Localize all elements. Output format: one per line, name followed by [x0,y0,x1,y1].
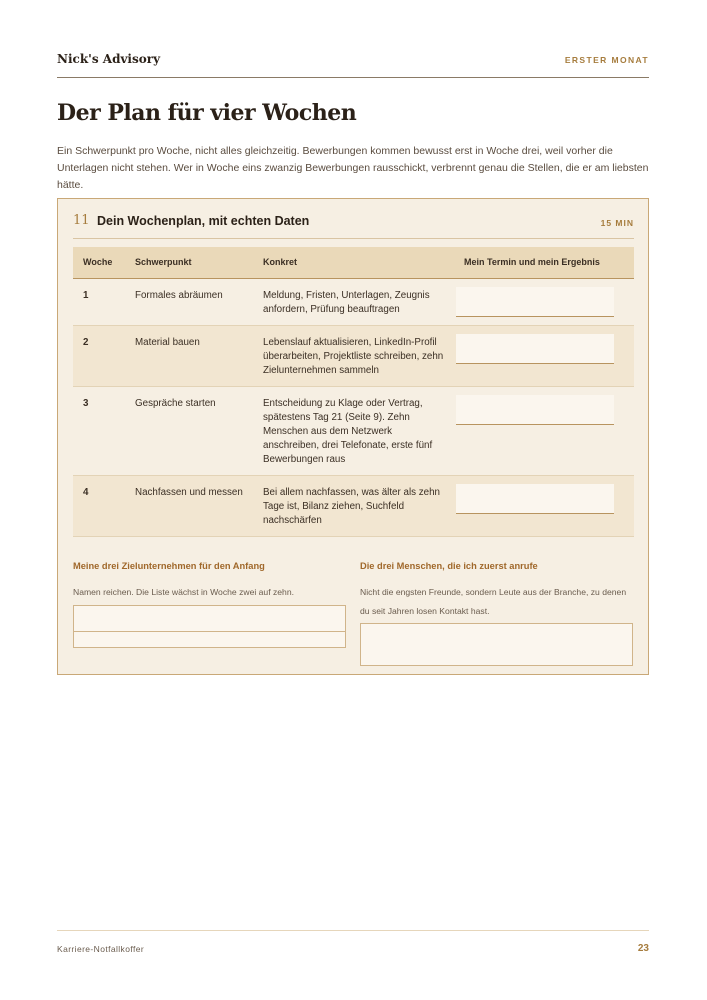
target-companies-input[interactable] [73,605,346,648]
exercise-title: Dein Wochenplan, mit echten Daten [97,214,310,228]
contacts-note: Nicht die engsten Freunde, sondern Leute aus der Branche, zu denen du seit Jahren losen Kontakt hast. [360,587,627,616]
intro-paragraph: Ein Schwerpunkt pro Woche, nicht alles gleichzeitig. Bewerbungen kommen bewusst erst in Woche drei, weil vorher die Unterlagen nicht stehen. Wer in Woche eins zwanzig Bewerbungen rausschickt, verbrennt genau die Stellen, die er am liebsten hätte. [57,145,649,191]
target-companies-note: Namen reichen. Die Liste wächst in Woche zwei auf zehn. [73,587,294,597]
card-header [73,213,634,239]
week-plan-table [73,247,634,537]
week-number: 2 [73,325,125,386]
table-row [73,278,634,325]
column-header-week: Woche [73,247,125,278]
week-number: 4 [73,475,125,536]
contacts-input[interactable] [360,623,633,666]
exercise-card [57,198,649,675]
week-details: Entscheidung zu Klage oder Vertrag, spätestens Tag 21 (Seite 9). Zehn Menschen aus dem Netzwerk anschreiben, drei Telefonate, erste fünf Bewerbungen raus [253,386,454,475]
column-header-details: Konkret [253,247,454,278]
week-focus: Nachfassen und messen [125,475,253,536]
week-focus: Formales abräumen [125,278,253,325]
target-companies-section [73,561,346,648]
target-companies-title: Meine drei Zielunternehmen für den Anfang [73,561,265,571]
result-input-field[interactable] [456,484,614,514]
result-input-field[interactable] [456,334,614,364]
week-details: Bei allem nachfassen, was älter als zehn Tage ist, Bilanz ziehen, Suchfeld nachschärfen [253,475,454,536]
week-details: Meldung, Fristen, Unterlagen, Zeugnis anfordern, Prüfung beauftragen [253,278,454,325]
exercise-duration: 15 MIN [600,218,634,228]
document-title: Karriere-Notfallkoffer [57,944,145,954]
page-header [57,52,649,78]
exercise-number: 11 [73,213,90,228]
week-number: 1 [73,278,125,325]
table-row [73,475,634,536]
week-focus: Gespräche starten [125,386,253,475]
column-header-focus: Schwerpunkt [125,247,253,278]
table-header-row [73,247,634,278]
column-header-result: Mein Termin und mein Ergebnis [454,247,634,278]
week-focus: Material bauen [125,325,253,386]
section-label: ERSTER MONAT [564,55,649,65]
contacts-section [360,561,634,666]
table-row [73,325,634,386]
page-footer [57,930,649,960]
page-title: Der Plan für vier Wochen [57,100,357,126]
week-details: Lebenslauf aktualisieren, LinkedIn-Profil überarbeiten, Projektliste schreiben, zehn Zielunternehmen sammeln [253,325,454,386]
result-input-field[interactable] [456,287,614,317]
week-number: 3 [73,386,125,475]
brand-name: Nick's Advisory [57,52,161,66]
contacts-title: Die drei Menschen, die ich zuerst anrufe [360,561,538,571]
table-row [73,386,634,475]
page-number: 23 [637,943,649,954]
result-input-field[interactable] [456,395,614,425]
